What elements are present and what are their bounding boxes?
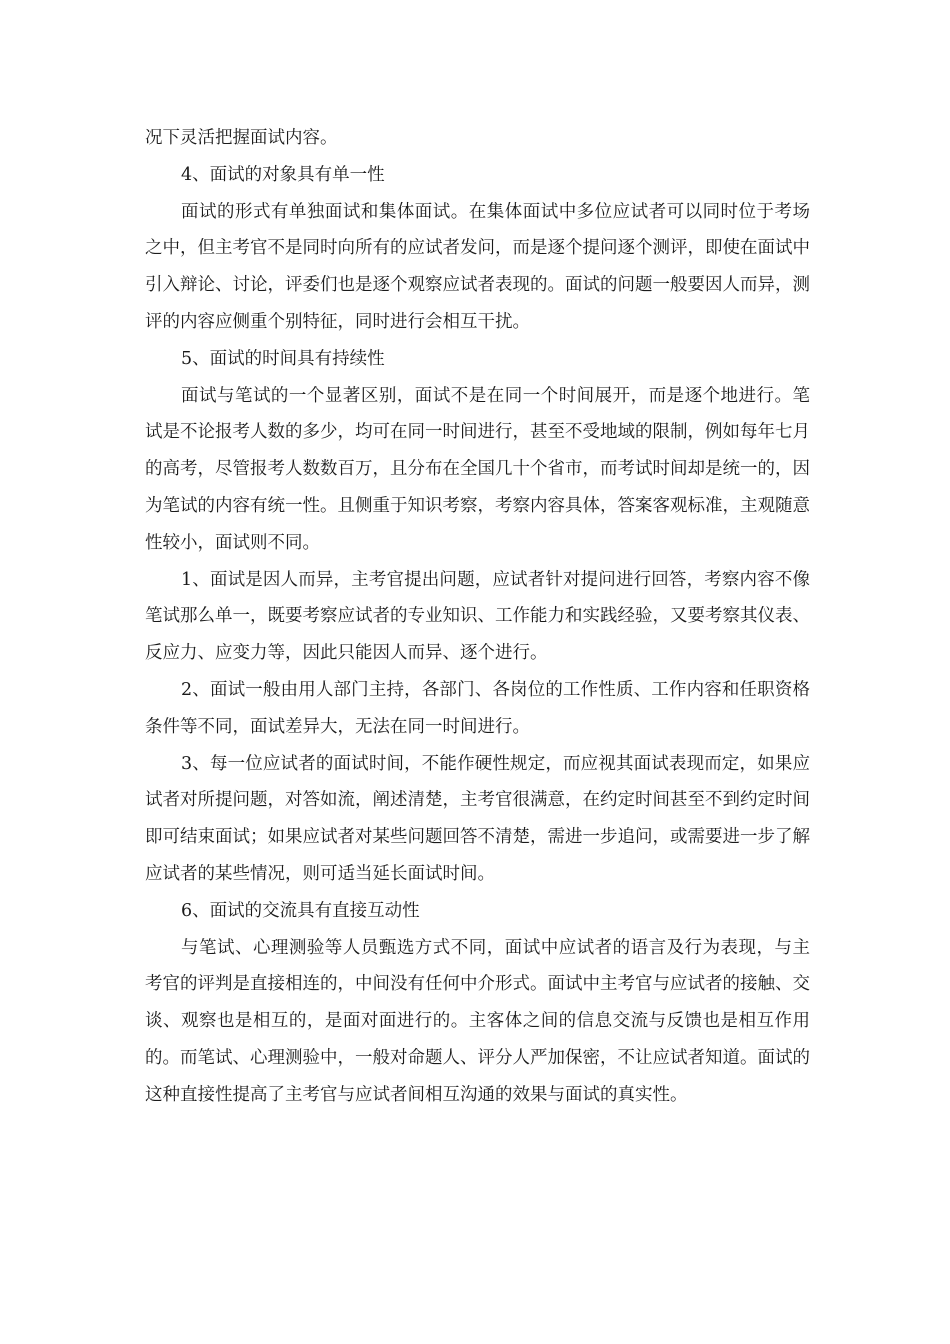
paragraph-section-4: 面试的形式有单独面试和集体面试。在集体面试中多位应试者可以同时位于考场之中，但主考官不是同时向所有的应试者发问，而是逐个提问逐个测评，即使在面试中引入辩论、讨论，评委们也是逐个观察应试者表现的。面试的问题一般要因人而异，测评的内容应侧重个别特征，同时进行会相互干扰。 [145, 201, 810, 332]
paragraph-continuation: 况下灵活把握面试内容。 [145, 128, 338, 148]
paragraph-point-1: 1、面试是因人而异，主考官提出问题，应试者针对提问进行回答，考察内容不像笔试那么单一，既要考察应试者的专业知识、工作能力和实践经验，又要考察其仪表、反应力、应变力等，因此只能因人而异、逐个进行。 [145, 569, 810, 664]
paragraph-point-2: 2、面试一般由用人部门主持，各部门、各岗位的工作性质、工作内容和任职资格条件等不同，面试差异大，无法在同一时间进行。 [145, 679, 810, 737]
paragraph-section-5: 面试与笔试的一个显著区别，面试不是在同一个时间展开，而是逐个地进行。笔试是不论报考人数的多少，均可在同一时间进行，甚至不受地域的限制，例如每年七月的高考，尽管报考人数数百万，且分布在全国几十个省市，而考试时间却是统一的，因为笔试的内容有统一性。且侧重于知识考察，考察内容具体，答案客观标准，主观随意性较小，面试则不同。 [145, 385, 810, 553]
section-heading-4: 4、面试的对象具有单一性 [181, 164, 385, 185]
paragraph-section-6: 与笔试、心理测验等人员甄选方式不同，面试中应试者的语言及行为表现，与主考官的评判是直接相连的，中间没有任何中介形式。面试中主考官与应试者的接触、交谈、观察也是相互的，是面对面进行的。主客体之间的信息交流与反馈也是相互作用的。而笔试、心理测验中，一般对命题人、评分人严加保密，不让应试者知道。面试的这种直接性提高了主考官与应试者间相互沟通的效果与面试的真实性。 [145, 937, 810, 1105]
section-heading-6: 6、面试的交流具有直接互动性 [181, 900, 420, 921]
document-body [145, 120, 810, 1114]
paragraph-point-3: 3、每一位应试者的面试时间，不能作硬性规定，而应视其面试表现而定，如果应试者对所提问题，对答如流，阐述清楚，主考官很满意，在约定时间甚至不到约定时间即可结束面试；如果应试者对某些问题回答不清楚，需进一步追问，或需要进一步了解应试者的某些情况，则可适当延长面试时间。 [145, 753, 810, 884]
section-heading-5: 5、面试的时间具有持续性 [181, 348, 385, 369]
